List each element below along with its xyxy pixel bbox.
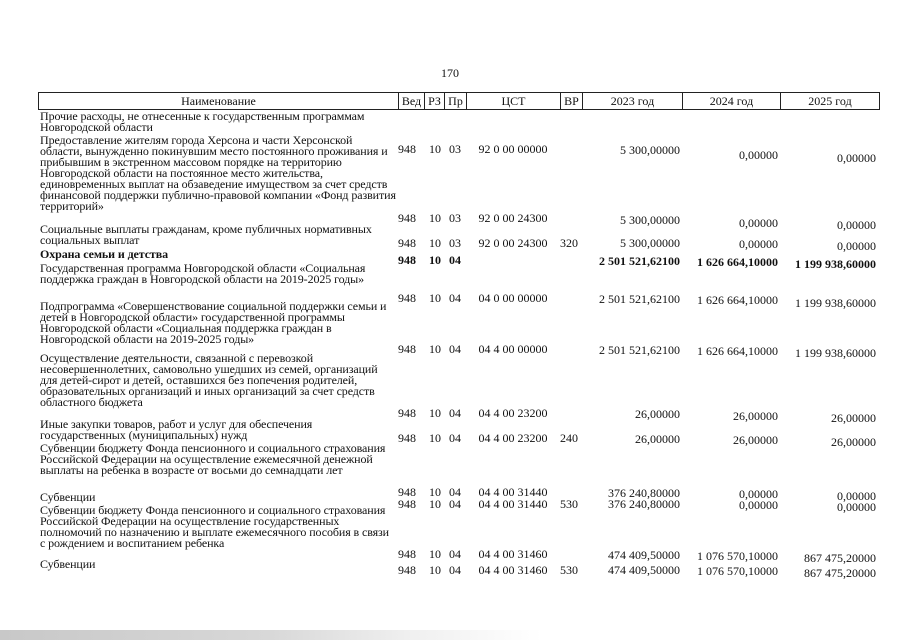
row-2023: 26,00000 (635, 407, 680, 421)
row-2025: 867 475,20000 (804, 566, 876, 580)
row-rz: 10 (429, 406, 441, 420)
row-ved: 948 (398, 236, 416, 250)
row-2025: 0,00000 (837, 151, 876, 165)
row-cst: 04 0 00 00000 (478, 291, 548, 305)
header-name: Наименование (38, 92, 398, 110)
row-2023: 5 300,00000 (620, 213, 680, 227)
row-rz: 10 (429, 431, 441, 445)
row-2024: 1 626 664,10000 (697, 344, 778, 358)
row-2024: 1 626 664,10000 (697, 293, 778, 307)
row-pr: 04 (449, 547, 461, 561)
row-name: Иные закупки товаров, работ и услуг для обеспечения государственных (муниципальных) нужд (40, 417, 313, 442)
row-rz: 10 (429, 485, 441, 499)
row-2025: 867 475,20000 (804, 551, 876, 565)
row-name: Субвенции бюджету Фонда пенсионного и социального страхования Российской Федерации на осуществление государственных полномочий по назначению и выплате ежемесячного пособия в связи с рождением и воспитанием ребенка (40, 503, 390, 550)
row-pr: 04 (449, 406, 461, 420)
row-cst: 04 4 00 31460 (478, 563, 548, 577)
row-2025: 0,00000 (837, 239, 876, 253)
row-ved: 948 (398, 142, 416, 156)
header-ved: Вед (398, 92, 424, 110)
row-pr: 04 (449, 291, 461, 305)
row-2025: 26,00000 (831, 411, 876, 425)
row-ved: 948 (398, 342, 416, 356)
row-name: Субвенции (40, 557, 96, 571)
row-2024: 26,00000 (733, 409, 778, 423)
row-ved: 948 (398, 253, 416, 267)
header-2023: 2023 год (582, 92, 682, 110)
row-cst: 04 4 00 00000 (478, 342, 548, 356)
page-number: 170 (441, 66, 459, 80)
row-ved: 948 (398, 563, 416, 577)
row-2023: 2 501 521,62100 (599, 292, 680, 306)
row-vr: 530 (560, 563, 578, 577)
row-rz: 10 (429, 211, 441, 225)
row-vr: 320 (560, 236, 578, 250)
row-2023: 376 240,80000 (608, 497, 680, 511)
row-pr: 03 (449, 236, 461, 250)
row-cst: 92 0 00 24300 (478, 236, 548, 250)
row-name: Осуществление деятельности, связанной с перевозкой несовершеннолетних, самовольно ушедших из семей, организаций для детей-сирот и детей, оставшихся без попечения родителей, образовательных организаций и иных организаций за счет средств областного бюджета (40, 351, 378, 409)
row-2023: 5 300,00000 (620, 143, 680, 157)
row-cst: 04 4 00 23200 (478, 406, 548, 420)
row-2024: 0,00000 (739, 148, 778, 162)
row-cst: 04 4 00 31440 (478, 497, 548, 511)
row-2025: 1 199 938,60000 (795, 296, 876, 310)
row-pr: 04 (449, 342, 461, 356)
row-2024: 26,00000 (733, 433, 778, 447)
row-2023: 2 501 521,62100 (599, 254, 680, 268)
header-cst: ЦСТ (466, 92, 560, 110)
row-name: Охрана семьи и детства (40, 247, 169, 261)
row-rz: 10 (429, 236, 441, 250)
row-2024: 1 076 570,10000 (697, 564, 778, 578)
row-2024: 1 626 664,10000 (697, 255, 778, 269)
header-2024: 2024 год (682, 92, 780, 110)
row-rz: 10 (429, 342, 441, 356)
row-pr: 03 (449, 142, 461, 156)
row-cst: 04 4 00 31440 (478, 485, 548, 499)
header-pr: Пр (444, 92, 466, 110)
row-2023: 474 409,50000 (608, 548, 680, 562)
row-2024: 0,00000 (739, 237, 778, 251)
row-2024: 0,00000 (739, 487, 778, 501)
row-ved: 948 (398, 406, 416, 420)
row-pr: 04 (449, 563, 461, 577)
row-2025: 0,00000 (837, 489, 876, 503)
row-name: Субвенции (40, 490, 96, 504)
row-pr: 04 (449, 485, 461, 499)
row-ved: 948 (398, 497, 416, 511)
row-rz: 10 (429, 497, 441, 511)
scan-edge-stripe (0, 630, 903, 640)
row-pr: 04 (449, 253, 461, 267)
row-name: Предоставление жителям города Херсона и части Херсонской области, вынужденно покинувшим место постоянного проживания и прибывшим в экстренном массовом порядке на территорию Новгородской области на постоянное место жительства, единовременных выплат на обзаведение имуществом за счет средств финансовой поддержки публично-правовой компании «Фонд развития территорий» (40, 133, 396, 213)
row-name: Государственная программа Новгородской области «Социальная поддержка граждан в Новгородской области на 2019-2025 годы» (40, 261, 366, 286)
row-2023: 376 240,80000 (608, 486, 680, 500)
row-vr: 530 (560, 497, 578, 511)
row-name: Субвенции бюджету Фонда пенсионного и социального страхования Российской Федерации на осуществление ежемесячной денежной выплаты на ребенка в возрасте от восьми до семнадцати лет (40, 441, 386, 477)
row-2024: 0,00000 (739, 498, 778, 512)
row-2025: 1 199 938,60000 (795, 257, 876, 271)
row-vr: 240 (560, 431, 578, 445)
row-ved: 948 (398, 291, 416, 305)
row-2025: 1 199 938,60000 (795, 346, 876, 360)
row-pr: 04 (449, 497, 461, 511)
row-ved: 948 (398, 431, 416, 445)
row-rz: 10 (429, 142, 441, 156)
row-ved: 948 (398, 547, 416, 561)
row-rz: 10 (429, 563, 441, 577)
row-rz: 10 (429, 291, 441, 305)
row-2023: 5 300,00000 (620, 236, 680, 250)
row-2023: 474 409,50000 (608, 563, 680, 577)
row-2025: 26,00000 (831, 435, 876, 449)
row-ved: 948 (398, 211, 416, 225)
row-2023: 26,00000 (635, 432, 680, 446)
row-pr: 04 (449, 431, 461, 445)
row-2024: 0,00000 (739, 216, 778, 230)
row-pr: 03 (449, 211, 461, 225)
row-cst: 92 0 00 00000 (478, 142, 548, 156)
row-ved: 948 (398, 485, 416, 499)
row-name: Прочие расходы, не отнесенные к государственным программам Новгородской области (40, 109, 365, 134)
header-vr: ВР (560, 92, 582, 110)
row-cst: 92 0 00 24300 (478, 211, 548, 225)
row-cst: 04 4 00 31460 (478, 547, 548, 561)
row-name: Социальные выплаты гражданам, кроме публичных нормативных социальных выплат (40, 222, 372, 247)
row-2025: 0,00000 (837, 218, 876, 232)
row-2024: 1 076 570,10000 (697, 549, 778, 563)
row-2025: 0,00000 (837, 500, 876, 514)
row-name: Подпрограмма «Совершенствование социальной поддержки семьи и детей в Новгородской области» государственной программы Новгородской области «Социальная поддержка граждан в Новгородской области на 2019-2025 годы» (40, 299, 387, 346)
header-2025: 2025 год (780, 92, 880, 110)
header-rz: РЗ (424, 92, 444, 110)
row-rz: 10 (429, 253, 441, 267)
row-rz: 10 (429, 547, 441, 561)
row-2023: 2 501 521,62100 (599, 343, 680, 357)
row-cst: 04 4 00 23200 (478, 431, 548, 445)
